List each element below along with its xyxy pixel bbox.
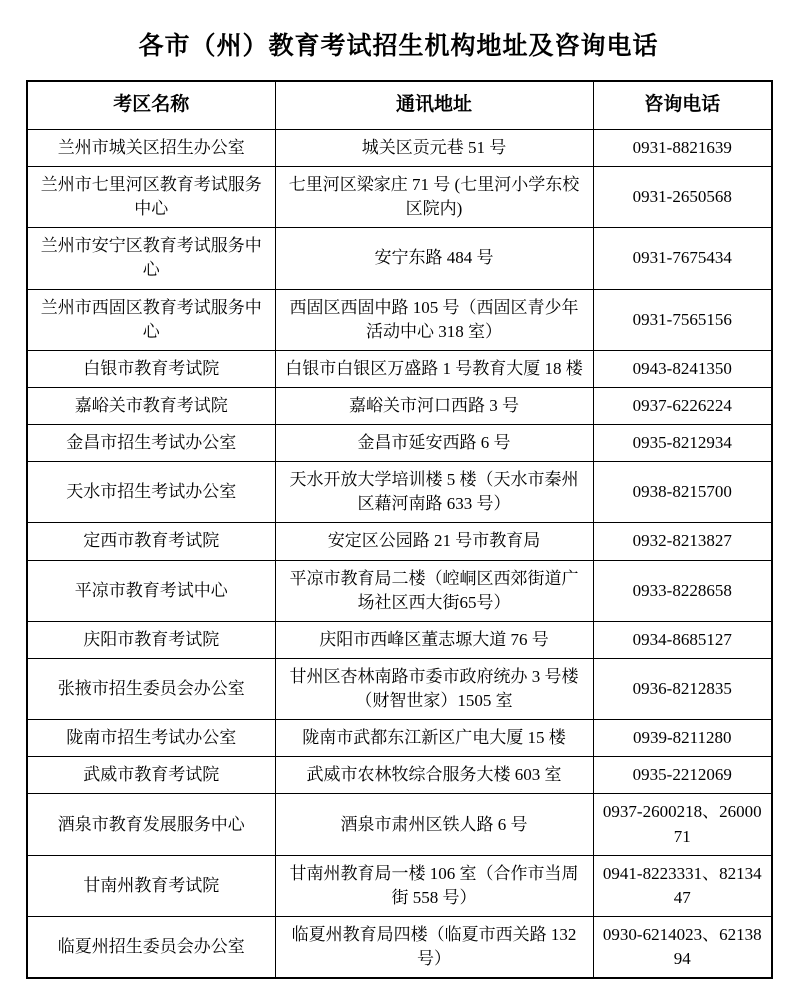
cell-address: 陇南市武都东江新区广电大厦 15 楼	[275, 720, 593, 757]
column-header-address: 通讯地址	[275, 81, 593, 129]
cell-tel: 0936-8212835	[593, 658, 772, 719]
column-header-name: 考区名称	[27, 81, 275, 129]
cell-name: 兰州市七里河区教育考试服务中心	[27, 167, 275, 228]
cell-tel: 0935-8212934	[593, 425, 772, 462]
cell-address: 西固区西固中路 105 号（西固区青少年活动中心 318 室）	[275, 289, 593, 350]
cell-address: 天水开放大学培训楼 5 楼（天水市秦州区藉河南路 633 号）	[275, 462, 593, 523]
table-row	[27, 425, 772, 462]
table-row	[27, 228, 772, 289]
cell-name: 嘉峪关市教育考试院	[27, 387, 275, 424]
cell-tel: 0939-8211280	[593, 720, 772, 757]
table-row	[27, 129, 772, 166]
cell-name: 兰州市安宁区教育考试服务中心	[27, 228, 275, 289]
cell-tel: 0931-7675434	[593, 228, 772, 289]
cell-tel: 0931-2650568	[593, 167, 772, 228]
cell-name: 定西市教育考试院	[27, 523, 275, 560]
table-container	[0, 80, 797, 979]
cell-address: 七里河区梁家庄 71 号 (七里河小学东校区院内)	[275, 167, 593, 228]
table-row	[27, 720, 772, 757]
table-row	[27, 658, 772, 719]
cell-tel: 0931-8821639	[593, 129, 772, 166]
cell-address: 金昌市延安西路 6 号	[275, 425, 593, 462]
cell-name: 武威市教育考试院	[27, 757, 275, 794]
table-row	[27, 621, 772, 658]
table-row	[27, 757, 772, 794]
cell-tel: 0932-8213827	[593, 523, 772, 560]
cell-tel: 0937-2600218、2600071	[593, 794, 772, 855]
table-row	[27, 560, 772, 621]
cell-name: 兰州市城关区招生办公室	[27, 129, 275, 166]
cell-tel: 0937-6226224	[593, 387, 772, 424]
cell-name: 平凉市教育考试中心	[27, 560, 275, 621]
cell-tel: 0941-8223331、8213447	[593, 855, 772, 916]
table-body	[27, 129, 772, 978]
cell-address: 庆阳市西峰区董志塬大道 76 号	[275, 621, 593, 658]
table-row	[27, 167, 772, 228]
table-row	[27, 289, 772, 350]
cell-name: 陇南市招生考试办公室	[27, 720, 275, 757]
cell-name: 酒泉市教育发展服务中心	[27, 794, 275, 855]
cell-tel: 0931-7565156	[593, 289, 772, 350]
cell-address: 甘州区杏林南路市委市政府统办 3 号楼（财智世家）1505 室	[275, 658, 593, 719]
cell-name: 金昌市招生考试办公室	[27, 425, 275, 462]
cell-tel: 0935-2212069	[593, 757, 772, 794]
cell-address: 安定区公园路 21 号市教育局	[275, 523, 593, 560]
cell-name: 庆阳市教育考试院	[27, 621, 275, 658]
cell-address: 安宁东路 484 号	[275, 228, 593, 289]
cell-name: 临夏州招生委员会办公室	[27, 916, 275, 978]
cell-address: 临夏州教育局四楼（临夏市西关路 132 号）	[275, 916, 593, 978]
table-row	[27, 523, 772, 560]
cell-tel: 0938-8215700	[593, 462, 772, 523]
cell-name: 白银市教育考试院	[27, 350, 275, 387]
table-row	[27, 387, 772, 424]
cell-name: 张掖市招生委员会办公室	[27, 658, 275, 719]
cell-address: 白银市白银区万盛路 1 号教育大厦 18 楼	[275, 350, 593, 387]
page-title: 各市（州）教育考试招生机构地址及咨询电话	[138, 33, 659, 60]
cell-address: 平凉市教育局二楼（崆峒区西郊街道广场社区西大街65号）	[275, 560, 593, 621]
cell-tel: 0943-8241350	[593, 350, 772, 387]
cell-address: 嘉峪关市河口西路 3 号	[275, 387, 593, 424]
cell-name: 天水市招生考试办公室	[27, 462, 275, 523]
cell-address: 武威市农林牧综合服务大楼 603 室	[275, 757, 593, 794]
column-header-tel: 咨询电话	[593, 81, 772, 129]
table-header	[27, 81, 772, 129]
document-page	[0, 26, 797, 999]
table-row	[27, 462, 772, 523]
cell-address: 甘南州教育局一楼 106 室（合作市当周街 558 号）	[275, 855, 593, 916]
cell-tel: 0934-8685127	[593, 621, 772, 658]
table-row	[27, 794, 772, 855]
cell-name: 兰州市西固区教育考试服务中心	[27, 289, 275, 350]
table-header-row	[27, 81, 772, 129]
table-row	[27, 350, 772, 387]
table-row	[27, 916, 772, 978]
cell-tel: 0930-6214023、6213894	[593, 916, 772, 978]
table-row	[27, 855, 772, 916]
cell-address: 酒泉市肃州区铁人路 6 号	[275, 794, 593, 855]
cell-name: 甘南州教育考试院	[27, 855, 275, 916]
agency-table	[26, 80, 773, 979]
cell-tel: 0933-8228658	[593, 560, 772, 621]
cell-address: 城关区贡元巷 51 号	[275, 129, 593, 166]
